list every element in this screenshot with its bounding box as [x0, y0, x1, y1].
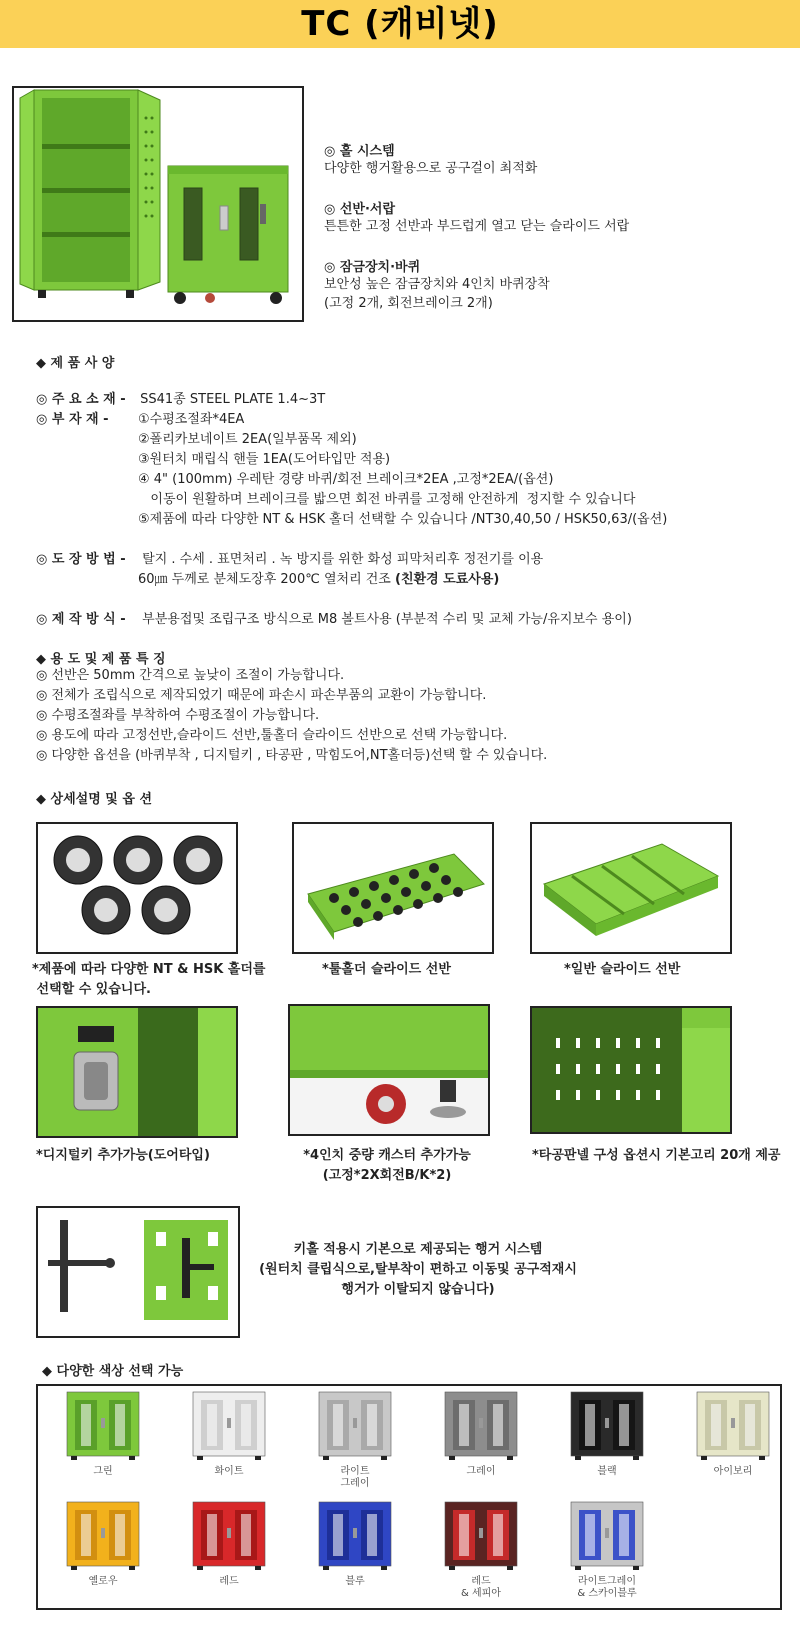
hanger-line: 키홀 적용시 기본으로 제공되는 행거 시스템 — [293, 1242, 543, 1257]
spec-paint — [36, 550, 543, 570]
caster-illustration — [290, 1006, 488, 1134]
color-swatch — [300, 1390, 410, 1490]
spec-part-item: ③원터치 매립식 핸들 1EA(도어타입만 적용) — [138, 452, 391, 467]
cabinet-color-icon — [443, 1390, 519, 1462]
color-name: 레드 — [219, 1576, 239, 1587]
title-bar — [0, 0, 800, 48]
color-swatch — [426, 1500, 536, 1600]
feature-title: ◎ 잠금장치·바퀴 — [324, 260, 421, 275]
usage-item: ◎ 수평조절좌를 부착하여 수평조절이 가능합니다. — [36, 708, 320, 723]
color-options-panel — [36, 1384, 782, 1610]
photo-pegboard — [530, 1006, 732, 1134]
spec-part-item: 이동이 원활하며 브레이크를 밟으면 회전 바퀴를 고정해 안전하게 정지할 수 있습니다 — [138, 492, 636, 507]
slide-shelf-illustration — [532, 824, 730, 952]
photo-nt-hsk-holders — [36, 822, 238, 954]
spec-part-item: ①수평조절좌*4EA — [138, 412, 245, 427]
color-swatch — [174, 1390, 284, 1478]
feature-desc-2: (고정 2개, 회전브레이크 2개) — [324, 296, 493, 311]
colors-heading: ◆ 다양한 색상 선택 가능 — [42, 1364, 184, 1379]
spec-part-item: ④ 4" (100mm) 우레탄 경량 바퀴/회전 브레이크*2EA ,고정*2EA/(옵션) — [138, 472, 554, 487]
feature-title: ◎ 홀 시스템 — [324, 144, 395, 159]
cabinet-color-icon — [65, 1500, 141, 1572]
usage-item: ◎ 선반은 50mm 간격으로 높낮이 조절이 가능합니다. — [36, 668, 345, 683]
cabinet-color-icon — [191, 1390, 267, 1462]
photo-slide-shelf — [530, 822, 732, 954]
caption-line: 선택할 수 있습니다. — [32, 982, 151, 997]
cabinet-color-icon — [695, 1390, 771, 1462]
spec-paint-label: ◎ 도 장 방 법 - — [36, 552, 126, 567]
usage-heading: ◆ 용 도 및 제 품 특 징 — [36, 652, 166, 667]
hanger-line: 행거가 이탈되지 않습니다) — [341, 1282, 495, 1297]
color-swatch — [678, 1390, 788, 1478]
spec-heading: ◆ 제 품 사 양 — [36, 356, 115, 371]
color-name: 레드 & 세피아 — [461, 1576, 501, 1599]
cabinet-color-icon — [317, 1500, 393, 1572]
photo-hanger-system — [36, 1206, 240, 1338]
usage-item: ◎ 전체가 조립식으로 제작되었기 때문에 파손시 파손부품의 교환이 가능합니다. — [36, 688, 487, 703]
color-swatch — [48, 1500, 158, 1588]
feature-title: ◎ 선반·서랍 — [324, 202, 396, 217]
feature-lock-wheel — [324, 256, 794, 313]
hanger-line: (원터치 클립식으로,탈부착이 편하고 이동및 공구적재시 — [259, 1262, 577, 1277]
page-title: TC (캐비넷) — [301, 4, 499, 44]
hanger-illustration — [38, 1208, 238, 1336]
spec-parts-label-text: ◎ 부 자 재 - — [36, 412, 109, 427]
color-swatch — [300, 1500, 410, 1588]
usage-list — [36, 666, 547, 766]
cabinet-color-icon — [317, 1390, 393, 1462]
color-name: 그린 — [93, 1466, 113, 1477]
caption-line: (고정*2X회전B/K*2) — [322, 1168, 452, 1183]
photo-caster — [288, 1004, 490, 1136]
hanger-description — [248, 1240, 588, 1300]
caption-line: *제품에 따라 다양한 NT & HSK 홀더를 — [32, 962, 266, 977]
spec-material-label: ◎ 주 요 소 재 - — [36, 392, 126, 407]
hero-cabinet-image — [12, 86, 304, 322]
photo-toolholder-shelf — [292, 822, 494, 954]
spec-parts-list — [138, 410, 667, 530]
caption-pegboard: *타공판넬 구성 옵션시 기본고리 20개 제공 — [532, 1148, 781, 1163]
color-name: 아이보리 — [713, 1466, 753, 1477]
color-name: 화이트 — [214, 1466, 244, 1477]
color-name: 라이트 그레이 — [340, 1466, 370, 1489]
photo-digital-key — [36, 1006, 238, 1138]
feature-shelf-drawer — [324, 198, 794, 236]
caption-line: *4인치 중량 캐스터 추가가능 — [303, 1148, 471, 1163]
usage-item: ◎ 용도에 따라 고정선반,슬라이드 선반,툴홀더 슬라이드 선반으로 선택 가능합니다. — [36, 728, 508, 743]
spec-make-label: ◎ 제 작 방 식 - — [36, 612, 126, 627]
color-swatch — [426, 1390, 536, 1478]
color-name: 블루 — [345, 1576, 365, 1587]
detail-heading: ◆ 상세설명 및 옵 션 — [36, 792, 153, 807]
spec-material-value: SS41종 STEEL PLATE 1.4~3T — [140, 392, 326, 407]
feature-desc: 튼튼한 고정 선반과 부드럽게 열고 닫는 슬라이드 서랍 — [324, 219, 630, 234]
pegboard-illustration — [532, 1008, 730, 1132]
feature-desc: 다양한 행거활용으로 공구걸이 최적화 — [324, 161, 538, 176]
color-name: 옐로우 — [88, 1576, 118, 1587]
cabinet-color-icon — [569, 1390, 645, 1462]
toolholder-shelf-illustration — [294, 824, 492, 952]
caption-digital-key: *디지털키 추가가능(도어타입) — [36, 1148, 210, 1163]
spec-paint-line-2 — [138, 570, 499, 590]
spec-part-item: ⑤제품에 따라 다양한 NT & HSK 홀더 선택할 수 있습니다 /NT30,40,50 / HSK50,63/(옵션) — [138, 512, 668, 527]
spec-parts-label — [36, 410, 136, 430]
cabinet-color-icon — [569, 1500, 645, 1572]
color-swatch — [552, 1390, 662, 1478]
holder-rings-illustration — [38, 824, 236, 952]
caption-slide-shelf: *일반 슬라이드 선반 — [564, 962, 681, 977]
color-swatch — [48, 1390, 158, 1478]
cabinet-illustration — [14, 88, 302, 320]
spec-make-value: 부분용접및 조립구조 방식으로 M8 볼트사용 (부분적 수리 및 교체 가능/유지보수 용이) — [142, 612, 632, 627]
spec-paint-value-1: 탈지 . 수세 . 표면처리 . 녹 방지를 위한 화성 피막처리후 정전기를 이용 — [142, 552, 544, 567]
digital-key-illustration — [38, 1008, 236, 1136]
cabinet-color-icon — [65, 1390, 141, 1462]
color-name: 블랙 — [597, 1466, 617, 1477]
usage-item: ◎ 다양한 옵션을 (바퀴부착 , 디지털키 , 타공판 , 막힘도어,NT홀더등)선택 할 수 있습니다. — [36, 748, 548, 763]
spec-material — [36, 390, 325, 410]
color-swatch — [174, 1500, 284, 1588]
feature-hole-system — [324, 140, 794, 178]
color-name: 라이트그레이 & 스카이블루 — [577, 1576, 637, 1599]
caption-toolholder-shelf: *툴홀더 슬라이드 선반 — [322, 962, 451, 977]
spec-paint-value-2: 60㎛ 두께로 분체도장후 200℃ 열처리 건조 — [138, 572, 396, 587]
feature-desc: 보안성 높은 잠금장치와 4인치 바퀴장착 — [324, 277, 550, 292]
spec-make — [36, 610, 632, 630]
color-swatch — [552, 1500, 662, 1600]
spec-paint-eco: (친환경 도료사용) — [395, 572, 500, 587]
cabinet-color-icon — [191, 1500, 267, 1572]
color-name: 그레이 — [466, 1466, 496, 1477]
cabinet-color-icon — [443, 1500, 519, 1572]
spec-part-item: ②폴리카보네이트 2EA(일부품목 제외) — [138, 432, 357, 447]
caption-caster — [292, 1146, 482, 1186]
caption-holders — [32, 960, 266, 1000]
